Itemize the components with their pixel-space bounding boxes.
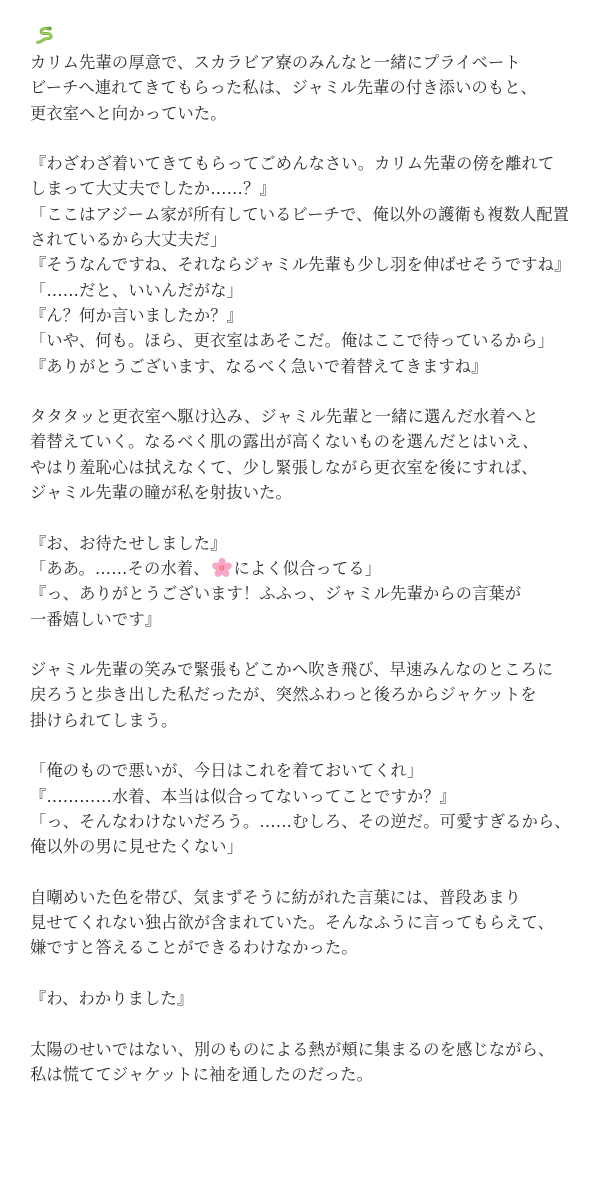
story-line: 「いや、何も。ほら、更衣室はあそこだ。俺はここで待っているから」: [30, 331, 555, 351]
inline-text-after: によく似合ってる」: [233, 558, 382, 578]
story-line: 『わ、わかりました』: [30, 988, 194, 1008]
cherry-blossom-icon: [211, 557, 233, 579]
story-line: 『そうなんですね、それならジャミル先輩も少し羽を伸ばせそうですね』: [30, 255, 571, 275]
paragraph-gap: [30, 860, 595, 885]
story-line: 嫌ですと答えることができるわけなかった。: [30, 938, 358, 958]
story-line: 自嘲めいた色を帯び、気まずそうに紡がれた言葉には、普段あまり: [30, 887, 521, 907]
paragraph-gap: [30, 1011, 595, 1036]
story-line: 着替えていく。なるべく肌の露出が高くないものを選んだとはいえ、: [30, 432, 539, 452]
story-line: しまって大丈夫でしたか……？』: [30, 179, 276, 199]
story-line: 一番嬉しいです』: [30, 609, 162, 629]
story-line: 俺以外の男に見せたくない」: [30, 837, 244, 857]
story-line: 「……だと、いいんだがな」: [30, 280, 244, 300]
inline-text-before: 「ああ。……その水着、: [30, 558, 210, 578]
story-line: ビーチへ連れてきてもらった私は、ジャミル先輩の付き添いのもと、: [30, 78, 538, 98]
paragraph-gap: [30, 632, 595, 657]
story-line: 戻ろうと歩き出した私だったが、突然ふわっと後ろからジャケットを: [30, 685, 537, 705]
paragraph-gap: [30, 126, 595, 151]
story-line: 『…………水着、本当は似合ってないってことですか？』: [30, 786, 457, 806]
story-line: 見せてくれない独占欲が含まれていた。そんなふうに言ってもらえて、: [30, 913, 555, 933]
story-line: 『ありがとうございます、なるべく急いで着替えてきますね』: [30, 356, 488, 376]
story-line: 更衣室へと向かっていた。: [30, 103, 227, 123]
paragraph-gap: [30, 505, 595, 530]
story-line: やはり羞恥心は拭えなくて、少し緊張しながら更衣室を後にすれば、: [30, 457, 538, 477]
story-page: [30, 24, 595, 1087]
story-line: ジャミル先輩の瞳が私を射抜いた。: [30, 483, 292, 503]
paragraph-gap: [30, 733, 595, 758]
paragraph-gap: [30, 961, 595, 986]
paragraph-gap: [30, 379, 595, 404]
story-line: タタタッと更衣室へ駆け込み、ジャミル先輩と一緒に選んだ水着へと: [30, 407, 539, 427]
story-line: 掛けられてしまう。: [30, 710, 178, 730]
story-line: 『お、お待たせしました』: [30, 533, 227, 553]
snake-icon: [34, 24, 56, 46]
story-line: 『ん？何か言いましたか？』: [30, 305, 244, 325]
story-line: ジャミル先輩の笑みで緊張もどこかへ吹き飛び、早速みんなのところに: [30, 660, 554, 680]
story-line: 「ここはアジーム家が所有しているビーチで、俺以外の護衛も複数人配置: [30, 204, 570, 224]
story-line: 私は慌ててジャケットに袖を通したのだった。: [30, 1064, 374, 1084]
story-line: 「っ、そんなわけないだろう。……むしろ、その逆だ。可愛すぎるから、: [30, 811, 571, 831]
story-line: 「俺のもので悪いが、今日はこれを着ておいてくれ」: [30, 761, 424, 781]
story-line: されているから大丈夫だ」: [30, 230, 227, 250]
story-line: 『っ、ありがとうございます！ふふっ、ジャミル先輩からの言葉が: [30, 584, 522, 604]
story-line-with-icon: [30, 556, 595, 581]
story-line: カリム先輩の厚意で、スカラビア寮のみんなと一緒にプライベート: [30, 53, 521, 72]
story-line: 『わざわざ着いてきてもらってごめんなさい。カリム先輩の傍を離れて: [30, 154, 555, 174]
story-line: 太陽のせいではない、別のものによる熱が頬に集まるのを感じながら、: [30, 1039, 555, 1059]
